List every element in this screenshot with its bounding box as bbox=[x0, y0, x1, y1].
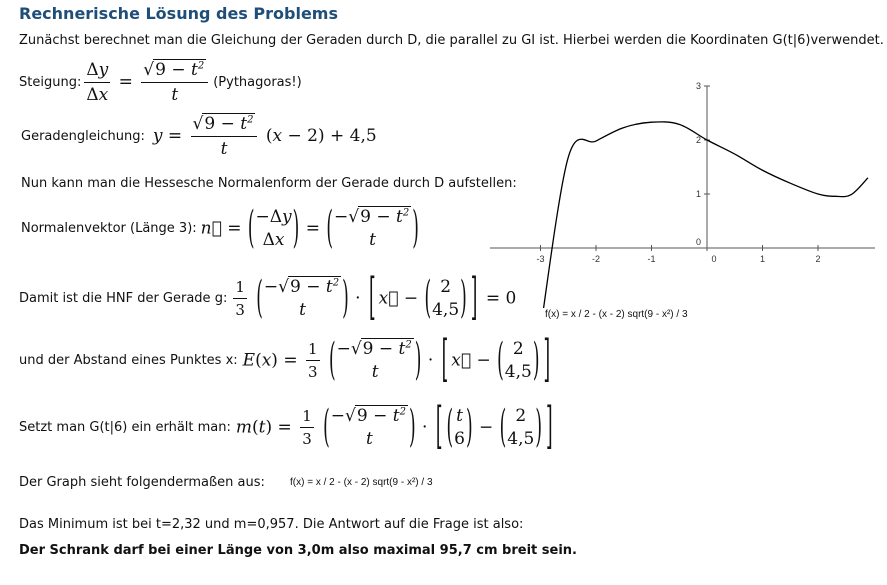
function-plot bbox=[485, 72, 880, 324]
x-tick-label: 1 bbox=[759, 254, 766, 264]
minimum-text: Das Minimum ist bei t=2,32 und m=0,957. Die Antwort auf die Frage ist also: bbox=[19, 517, 524, 532]
graph-text: Der Graph sieht folgendermaßen aus: bbox=[19, 475, 265, 490]
normalenvektor-row bbox=[21, 202, 420, 255]
geradengleichung-row bbox=[21, 114, 377, 159]
page-title: Rechnerische Lösung des Problems bbox=[19, 4, 338, 23]
x-tick-label: -3 bbox=[536, 254, 545, 264]
x-tick-label: -2 bbox=[591, 254, 601, 264]
plot-curve bbox=[541, 122, 868, 324]
plot-axes bbox=[490, 86, 875, 248]
steigung-row bbox=[19, 60, 302, 105]
geradengleichung-label: Geradengleichung: bbox=[21, 129, 145, 144]
x-tick-label: 0 bbox=[711, 254, 717, 264]
geradengleichung-formula: y = $\frac{√9 - t^2}{t}$ (x − 2) + 4,5 bbox=[152, 114, 377, 159]
steigung-formula: $\frac{\Delta y}{\Delta x}$ = $\frac{√9 - t^2}{t}$ bbox=[81, 60, 211, 105]
normalenvektor-formula: n⃗ = ( −Δy Δx ) = ( $-√9 - t^2$ t ) bbox=[200, 202, 419, 255]
abstand-formula: E(x) = $\frac{1}{3}$ ( $-√9 - t^2$ t ) · [ x⃗ − ( 2 4,5 ) ] bbox=[242, 331, 551, 390]
plot-formula-label: f(x) = x / 2 - (x - 2) sqrt(9 - x²) / 3 bbox=[545, 309, 688, 320]
graph-formula-inline: f(x) = x / 2 - (x - 2) sqrt(9 - x²) / 3 bbox=[290, 477, 433, 488]
hnf-label: Damit ist die HNF der Gerade g: bbox=[19, 291, 228, 307]
x-tick-label: 2 bbox=[815, 254, 821, 264]
hnf-row bbox=[19, 269, 517, 328]
y-tick-label: 2 bbox=[695, 135, 701, 145]
answer-text: Der Schrank darf bei einer Länge von 3,0m also maximal 95,7 cm breit sein. bbox=[19, 543, 577, 558]
x-tick-label: -1 bbox=[647, 254, 656, 264]
plot-ticks bbox=[536, 81, 820, 264]
setzt-label: Setzt man G(t|6) ein erhält man: bbox=[19, 420, 231, 436]
y-tick-label: 1 bbox=[695, 189, 701, 199]
setzt-formula: m(t) = $\frac{1}{3}$ ( $-√9 - t^2$ t ) · [ ( t 6 ) − ( 2 4,5 ) ] bbox=[235, 398, 553, 457]
intro-text: Zunächst berechnet man die Gleichung der Geraden durch D, die parallel zu GI ist. Hierbei werden die Koordinaten G(t|6)verwendet. bbox=[19, 33, 884, 48]
abstand-row bbox=[19, 331, 553, 390]
y-tick-label: 0 bbox=[695, 237, 701, 247]
setzt-row bbox=[19, 398, 556, 457]
steigung-note: (Pythagoras!) bbox=[213, 75, 302, 90]
abstand-label: und der Abstand eines Punktes x: bbox=[19, 353, 238, 369]
hesse-text: Nun kann man die Hessesche Normalenform der Gerade durch D aufstellen: bbox=[21, 176, 517, 191]
steigung-label: Steigung: bbox=[19, 75, 82, 90]
y-tick-label: 3 bbox=[695, 81, 701, 91]
hnf-formula: $\frac{1}{3}$ ( $-√9 - t^2$ t ) · [ x⃗ − ( 2 4,5 ) ] = 0 bbox=[235, 269, 517, 328]
normalenvektor-label: Normalenvektor (Länge 3): bbox=[21, 221, 197, 237]
